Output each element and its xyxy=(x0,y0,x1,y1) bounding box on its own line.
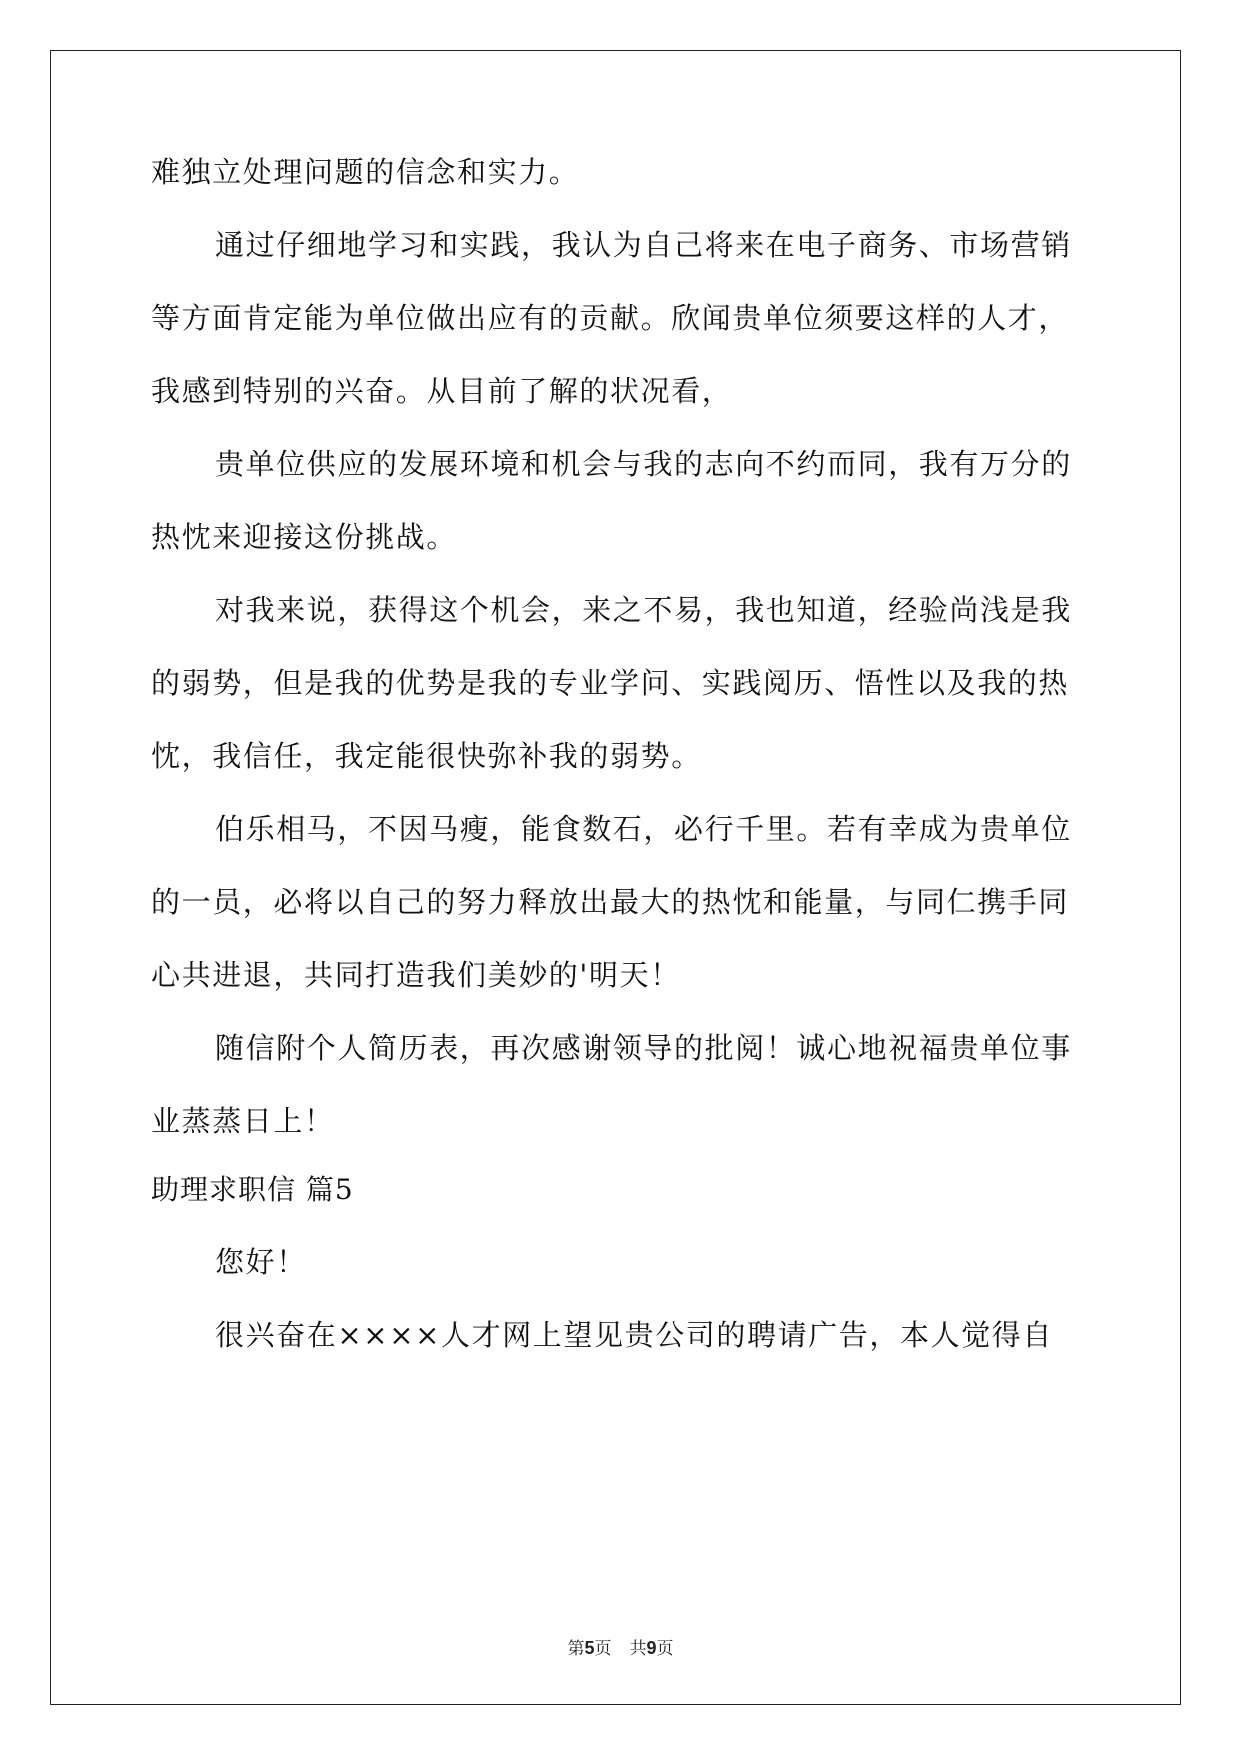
text-line: 等方面肯定能为单位做出应有的贡献。欣闻贵单位须要这样的人才， xyxy=(151,301,1070,335)
paragraph-start: 很兴奋在××××人才网上望见贵公司的聘请广告，本人觉得自 xyxy=(215,1318,1053,1352)
text-line: 忱，我信任，我定能很快弥补我的弱势。 xyxy=(151,739,702,773)
page-prefix: 第 xyxy=(567,1639,585,1659)
text-line: 难独立处理问题的信念和实力。 xyxy=(151,155,580,189)
text-line: 热忱来迎接这份挑战。 xyxy=(151,520,458,554)
section-heading: 助理求职信 篇5 xyxy=(151,1173,354,1206)
paragraph-start: 随信附个人简历表，再次感谢领导的批阅！诚心地祝福贵单位事 xyxy=(215,1031,1072,1065)
paragraph-start: 伯乐相马，不因马瘦，能食数石，必行千里。若有幸成为贵单位 xyxy=(215,812,1072,846)
text-line: 心共进退，共同打造我们美妙的'明天！ xyxy=(151,958,681,992)
paragraph-start: 贵单位供应的发展环境和机会与我的志向不约而同，我有万分的 xyxy=(215,447,1072,481)
current-page-number: 5 xyxy=(584,1638,595,1658)
greeting: 您好！ xyxy=(215,1245,307,1279)
text-line: 的一员，必将以自己的努力释放出最大的热忱和能量，与同仁携手同 xyxy=(151,885,1070,919)
total-suffix: 页 xyxy=(656,1639,674,1659)
text-line: 的弱势，但是我的优势是我的专业学问、实践阅历、悟性以及我的热 xyxy=(151,666,1070,700)
paragraph-start: 对我来说，获得这个机会，来之不易，我也知道，经验尚浅是我 xyxy=(215,593,1072,627)
total-prefix: 共 xyxy=(629,1639,647,1659)
page-footer xyxy=(0,1638,1241,1659)
text-line: 业蒸蒸日上！ xyxy=(151,1104,335,1138)
total-page-number: 9 xyxy=(646,1638,657,1658)
page-suffix: 页 xyxy=(594,1639,612,1659)
paragraph-start: 通过仔细地学习和实践，我认为自己将来在电子商务、市场营销 xyxy=(215,228,1072,262)
page-border xyxy=(50,50,1181,1705)
text-line: 我感到特别的兴奋。从目前了解的状况看， xyxy=(151,374,733,408)
